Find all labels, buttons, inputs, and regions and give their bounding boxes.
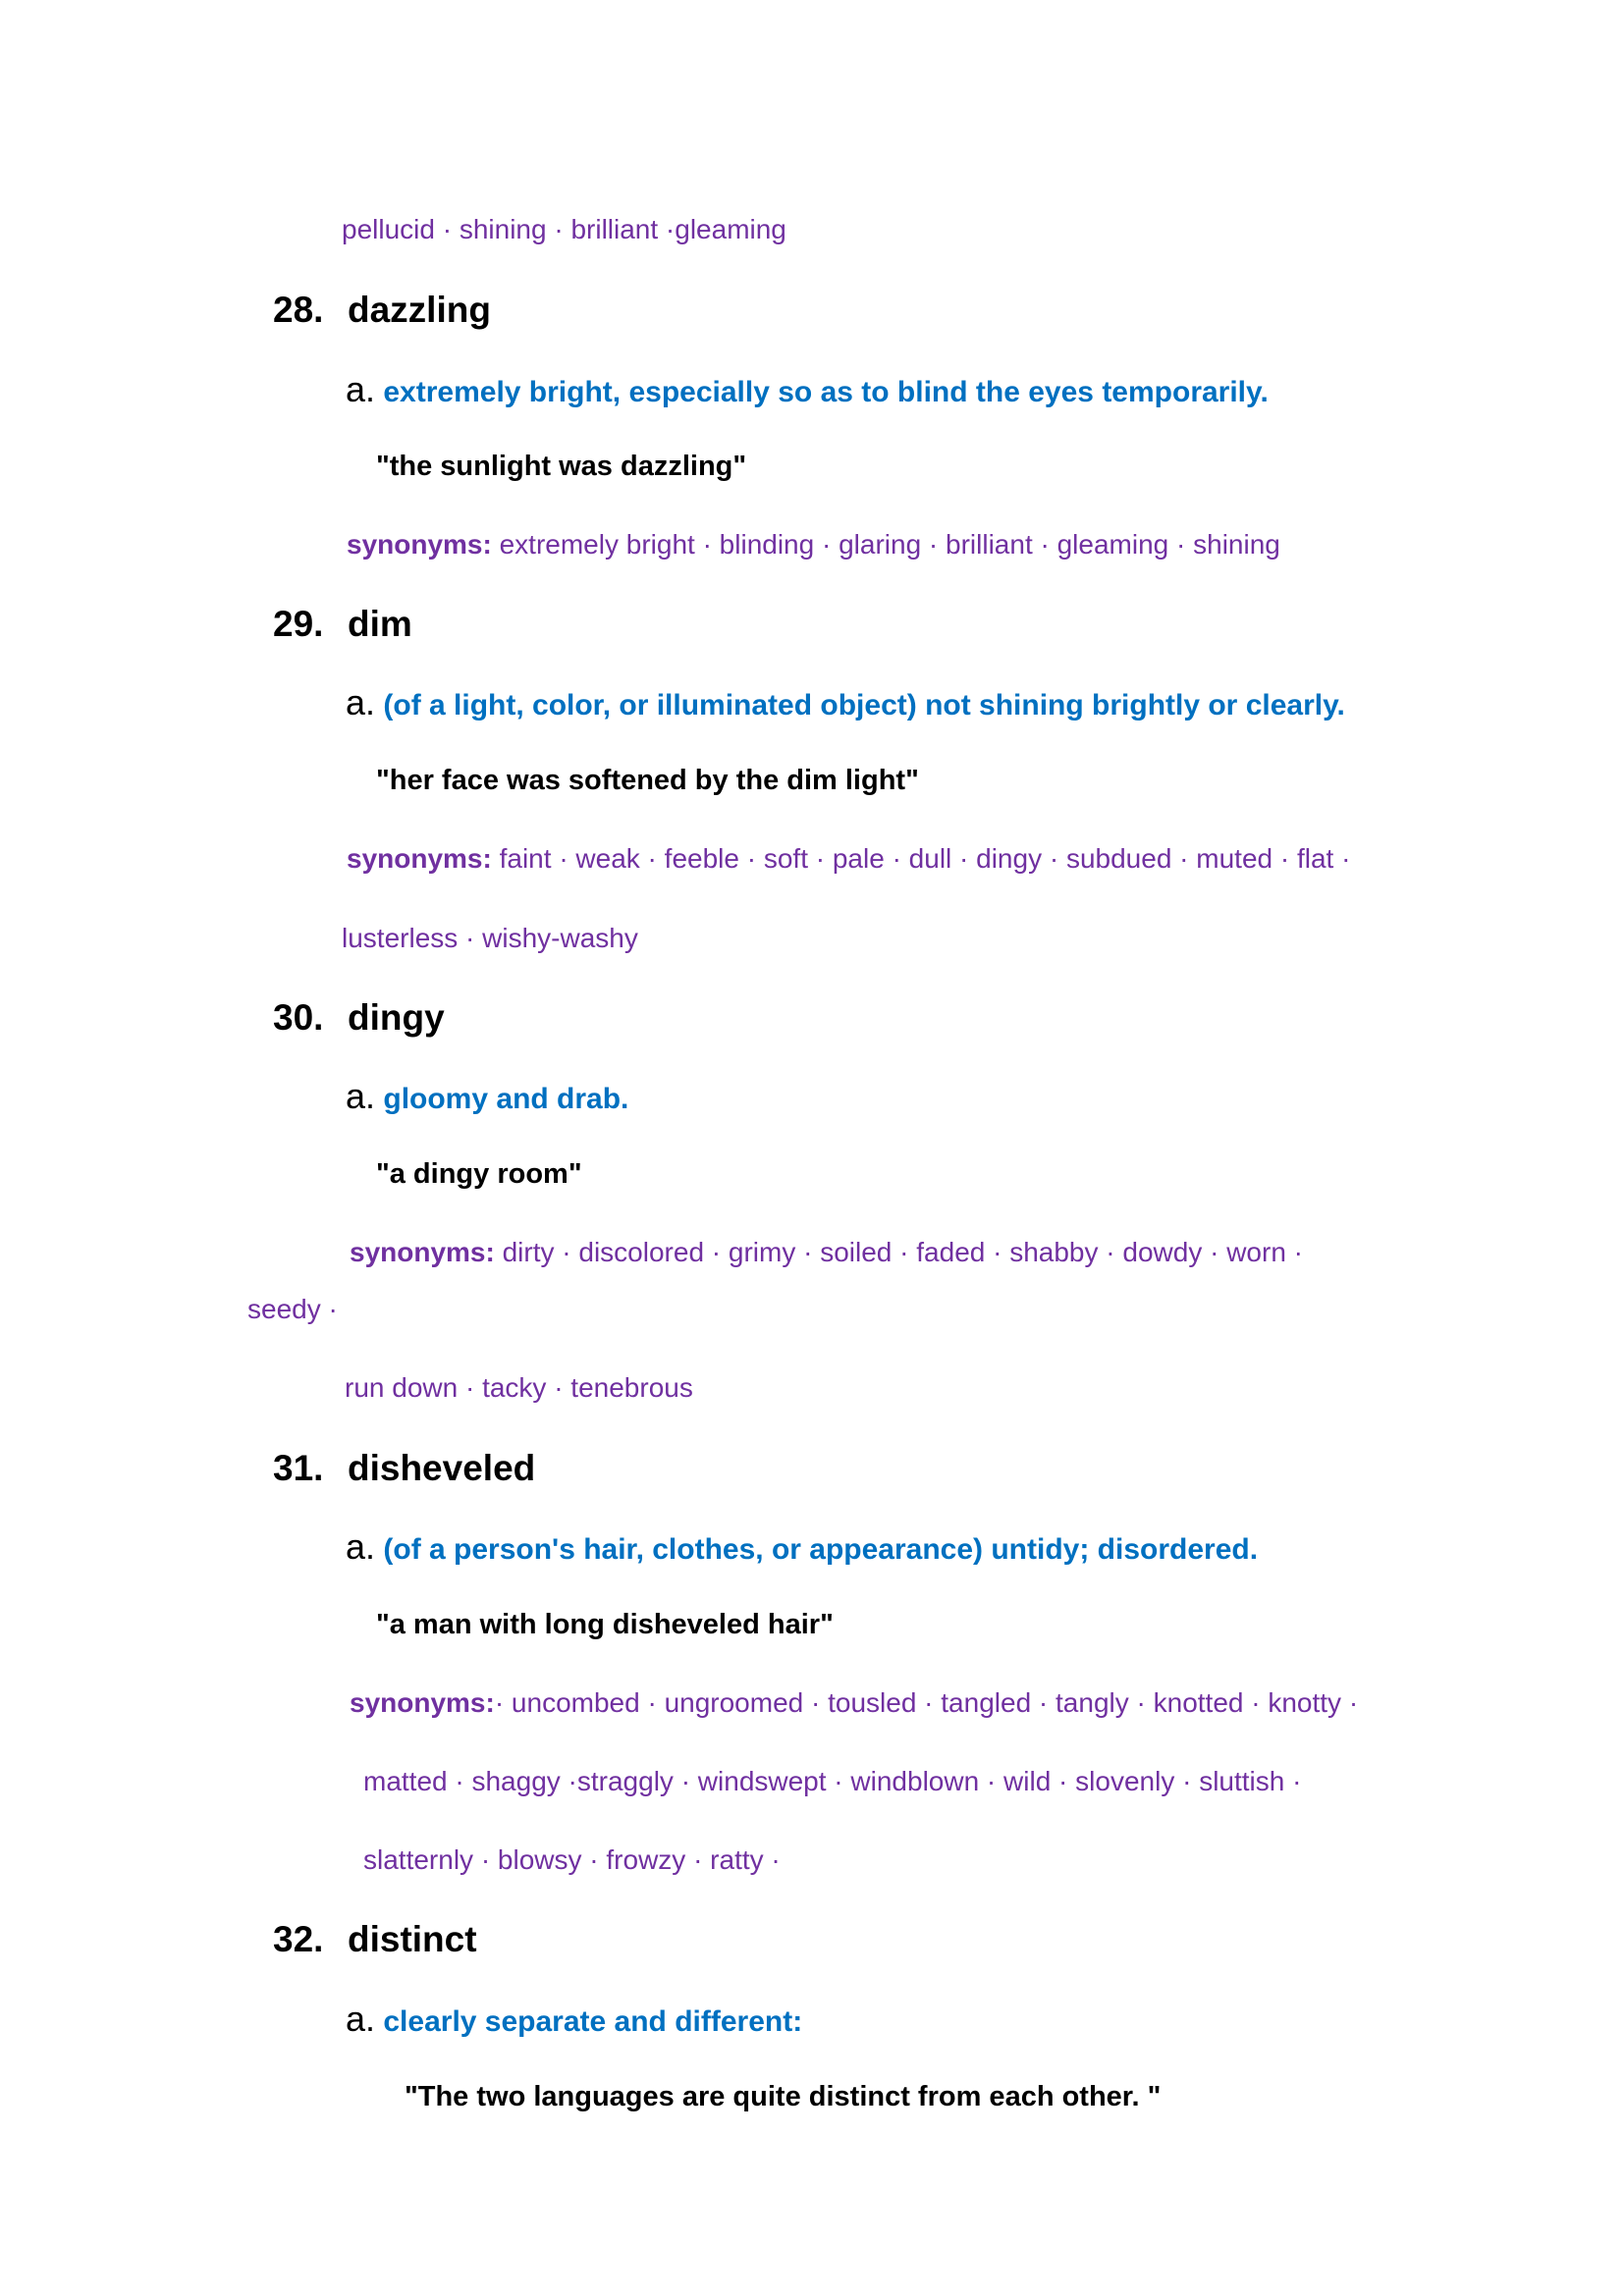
example-sentence: "a man with long disheveled hair"	[376, 1609, 834, 1640]
example-sentence: "her face was softened by the dim light"	[376, 765, 919, 796]
sense-marker: a.	[346, 1999, 376, 2039]
definition-line	[346, 369, 1269, 410]
synonyms-label: synonyms:	[350, 1687, 495, 1718]
example-sentence: "The two languages are quite distinct from each other. "	[405, 2081, 1162, 2112]
sense-marker: a.	[346, 369, 376, 409]
synonyms-line	[350, 1237, 1303, 1268]
synonyms-line	[347, 843, 1350, 875]
definition-text: extremely bright, especially so as to blind the eyes temporarily.	[383, 376, 1269, 408]
sense-marker: a.	[346, 682, 376, 722]
synonyms-label: synonyms:	[350, 1237, 495, 1267]
sense-marker: a.	[346, 1076, 376, 1116]
synonym-list: extremely bright · blinding · glaring · brilliant · gleaming · shining	[499, 529, 1280, 560]
synonym-list-continued: slatternly · blowsy · frowzy · ratty ·	[363, 1844, 781, 1875]
definition-line	[346, 1999, 802, 2040]
synonym-list-continued: lusterless · wishy-washy	[342, 923, 638, 953]
entry-heading-dingy	[273, 997, 445, 1039]
headword: dingy	[348, 997, 445, 1038]
example-sentence: "a dingy room"	[376, 1158, 582, 1190]
synonym-list-continued: seedy ·	[247, 1294, 338, 1324]
entry-number: 31.	[273, 1448, 324, 1488]
synonyms-line	[350, 1687, 1358, 1719]
synonym-list-continued: matted · shaggy ·straggly · windswept · windblown · wild · slovenly · sluttish ·	[363, 1766, 1302, 1796]
sense-marker: a.	[346, 1526, 376, 1567]
synonym-list: faint · weak · feeble · soft · pale · dull · dingy · subdued · muted · flat ·	[499, 843, 1351, 874]
definition-text: clearly separate and different:	[383, 2005, 803, 2038]
entry-number: 28.	[273, 290, 324, 330]
entry-number: 32.	[273, 1919, 324, 1959]
definition-line	[346, 1526, 1258, 1568]
example-sentence: "the sunlight was dazzling"	[376, 451, 747, 482]
synonym-list-continued: run down · tacky · tenebrous	[345, 1372, 693, 1403]
synonyms-label: synonyms:	[347, 529, 492, 560]
headword: disheveled	[348, 1448, 536, 1488]
synonym-list: · uncombed · ungroomed · tousled · tangled · tangly · knotted · knotty ·	[494, 1687, 1359, 1718]
synonym-list-continuation: pellucid · shining · brilliant ·gleaming	[342, 214, 786, 244]
headword: dim	[348, 604, 412, 644]
definition-line	[346, 1076, 628, 1117]
definition-text: (of a light, color, or illuminated object) not shining brightly or clearly.	[383, 689, 1345, 721]
entry-heading-disheveled	[273, 1448, 535, 1489]
definition-text: (of a person's hair, clothes, or appearance) untidy; disordered.	[383, 1533, 1259, 1566]
synonyms-line	[347, 529, 1280, 561]
entry-heading-distinct	[273, 1919, 477, 1960]
headword: distinct	[348, 1919, 477, 1959]
definition-line	[346, 682, 1345, 723]
definition-text: gloomy and drab.	[383, 1083, 629, 1115]
entry-heading-dim	[273, 604, 412, 645]
entry-heading-dazzling	[273, 290, 491, 331]
entry-number: 29.	[273, 604, 324, 644]
synonym-list: dirty · discolored · grimy · soiled · faded · shabby · dowdy · worn ·	[502, 1237, 1303, 1267]
headword: dazzling	[348, 290, 491, 330]
synonyms-label: synonyms:	[347, 843, 492, 874]
entry-number: 30.	[273, 997, 324, 1038]
